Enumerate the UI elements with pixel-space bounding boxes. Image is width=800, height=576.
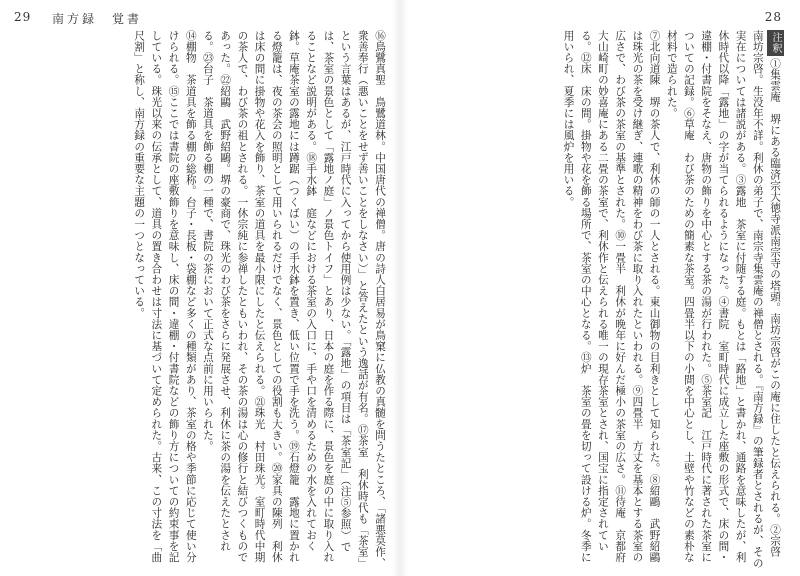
right-paragraph-1 <box>663 30 784 570</box>
left-text-block <box>8 30 388 570</box>
left-paragraph-2: ⑭棚物 茶道具を飾る棚の総称。台子・長板・袋棚など多くの種類があり、茶室の格や季節に応じて使い分けられる。⑮ここでは書院の座敷飾りを意味し、床の間・違棚・付書院などの飾り方についての約束事を記している。珠光以来の伝承として、道具の置き合わせは寸法に基づいて定められた。古来、この寸法を「曲尺割」と称し、南方録の重要な主題の一つとなっている。 <box>133 30 197 563</box>
running-head: 南方録 覚書 <box>52 12 143 26</box>
right-paragraph-2: ⑦北向道陳 堺の茶人で、利休の師の一人とされる。東山御物の目利きとして知られた。⑧紹鷗 武野紹鷗は珠光の茶を受け継ぎ、連歌の精神をわび茶に取り入れたといわれる。⑨四畳半 方丈を基本とする茶室の広さで、わび茶の茶室の基準とされた。⑩一畳半 利休が晩年に好んだ極小の茶室の広さ。⑪待庵 京都府大山崎町の妙喜庵にある二畳の茶室で、利休作と伝えられる唯一の現存茶室とされ、国宝に指定されている。⑫床 床の間。掛物や花を飾る場所で、茶室の中心となる。⑬炉 茶室の畳を切って設ける炉。冬季に用いられ、夏季には風炉を用いる。 <box>562 30 661 563</box>
right-page <box>400 0 800 576</box>
right-page-number: 28 <box>764 10 782 24</box>
notes-tag: 注釈 <box>767 30 784 56</box>
right-text-block <box>404 30 784 570</box>
left-paragraph-1: ⑯鳥鷺真聖 鳥鷺道林。中国唐代の禅僧。唐の詩人白居易が鳥窠に仏教の真髄を問うたところ、「諸悪莫作、衆善奉行（悪いことをせず善いことをしなさい）」と答えたという逸話が有名。⑰茶室 利休時代も「茶室」という言葉はあるが、江戸時代に入ってから使用例は少ない。「露地」の項目は「茶室記」（注⑤参照）では、茶室の景色として「露地ノ庭」ノ景色トイフ」とあり、日本の庭を作る際に、景色を庭の中に取り入れることなど説明がある。⑱手水鉢 庭などにおける茶室の入口に、手や口を清めるための水を入れておく鉢。草庵茶室の露地には蹲踞（つくばい）の手水鉢を置き、低い位置で手を洗う。⑲石燈籠 露地に置かれる燈籠は、夜の茶会の照明として用いられるだけでなく、景色としての役割も大きい。⑳家具の陳列 利休は床の間に掛物や花入を飾り、茶室の道具を最小限にしたと伝えられる。㉑珠光 村田珠光。室町時代中期の茶人で、わび茶の祖とされる。一休宗純に参禅したともいわれ、その茶の湯は心の修行と結びつくものであった。㉒紹鷗 武野紹鷗。堺の豪商で、珠光のわび茶をさらに発展させ、利休に茶の湯を伝えたとされる。㉓台子 茶道具を飾る棚の一種で、書院の茶において正式な点前に用いられた。 <box>201 30 386 569</box>
left-page-number: 29 <box>14 10 32 24</box>
right-paragraph-1-text: ①集雲庵 堺にある臨済宗大徳寺派南宗寺の塔頭。南坊宗啓がこの庵に住したと伝えられる。②宗啓 南坊宗啓。生没年不詳。利休の弟子で、南宗寺集雲庵の禅僧とされる。『南方録』の筆録者とされるが、その実在については諸説がある。③露地 茶室に付随する庭。もとは「路地」と書かれ、通路を意味したが、利休時代以降「露地」の字が当てられるようになった。④書院 室町時代に成立した座敷の形式で、床の間・違棚・付書院をそなえ、唐物の飾りを中心とする茶の湯が行われた。⑤茶室記 江戸時代に著された茶室についての記録。⑥草庵 わび茶のための簡素な茶室。四畳半以下の小間を中心とし、土壁や竹などの素朴な材料で造られた。 <box>665 30 781 569</box>
